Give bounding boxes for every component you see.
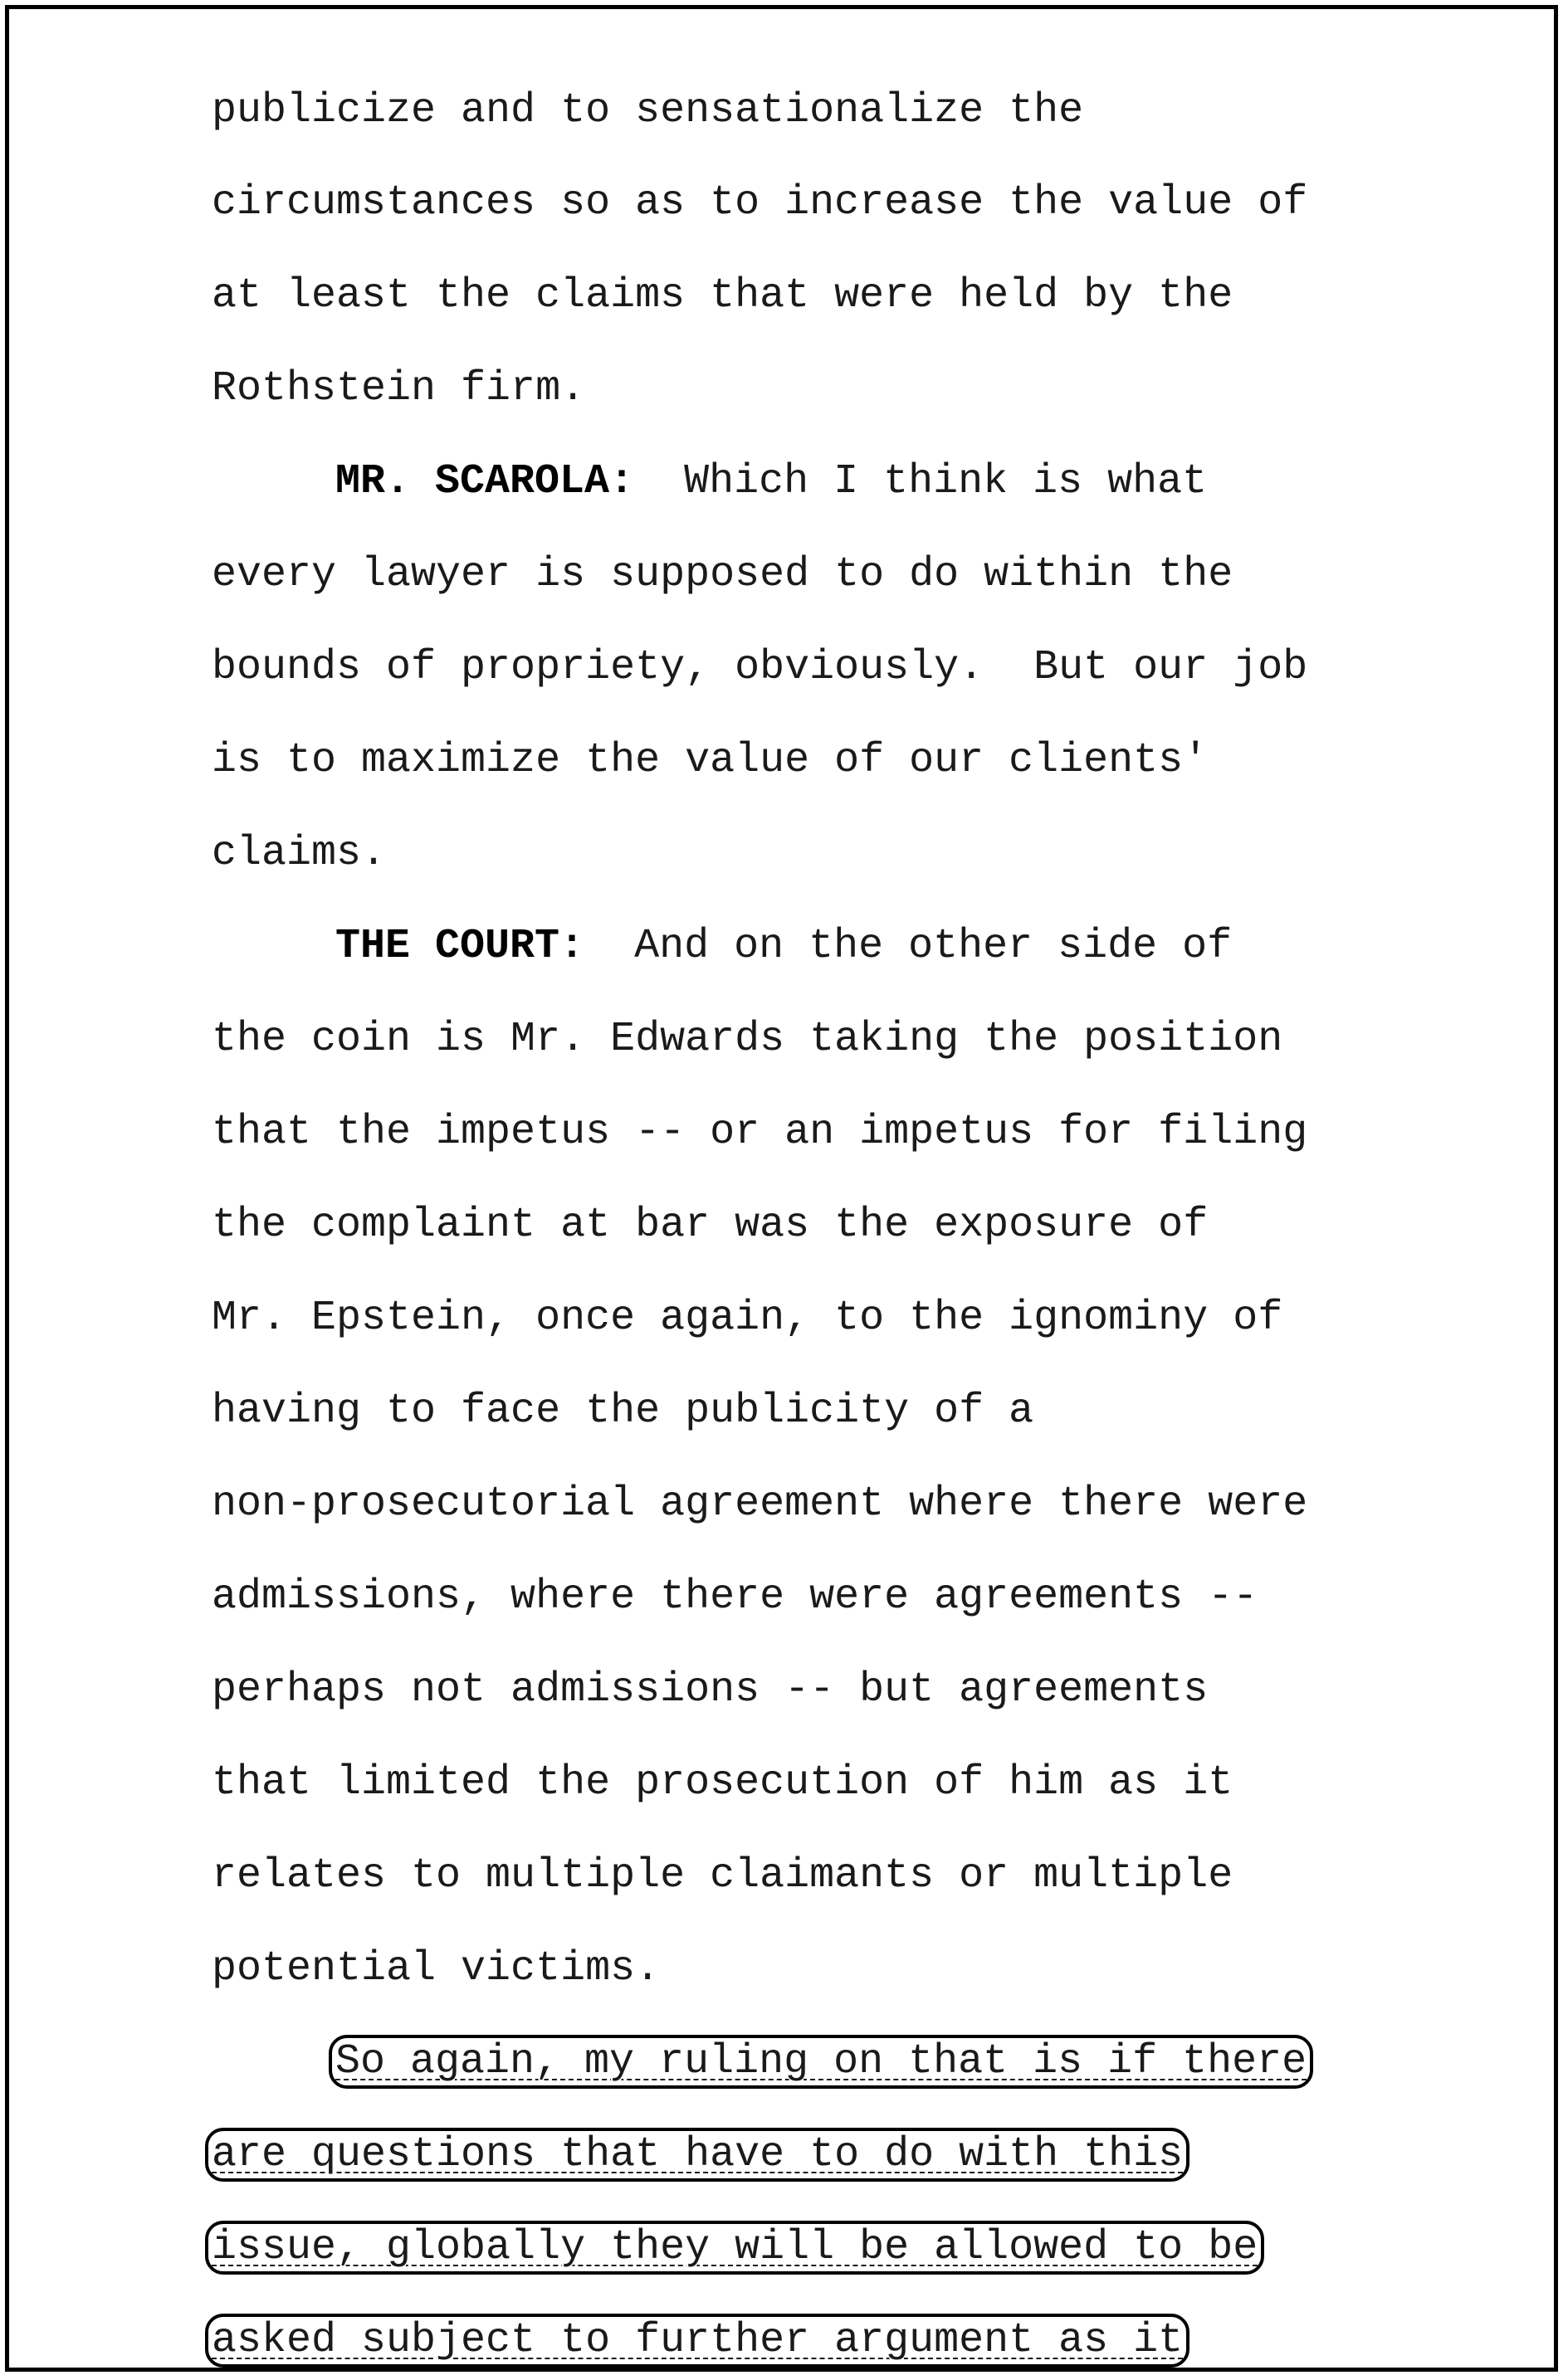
transcript-line: publicize and to sensationalize the	[212, 87, 1084, 134]
transcript-line: the complaint at bar was the exposure of	[212, 1202, 1209, 1249]
highlighted-line	[212, 2130, 1189, 2180]
transcript-line: at least the claims that were held by the	[212, 272, 1233, 319]
speaker-label: MR. SCAROLA:	[335, 458, 635, 505]
transcript-line: claims.	[212, 830, 387, 877]
transcript-body	[9, 9, 1554, 2368]
highlighted-line	[212, 2316, 1189, 2366]
transcript-line: that the impetus -- or an impetus for filing	[212, 1109, 1308, 1156]
page-frame	[5, 5, 1558, 2372]
transcript-line: having to face the publicity of a	[212, 1388, 1034, 1435]
transcript-line: admissions, where there were agreements --	[212, 1573, 1258, 1621]
transcript-line: that limited the prosecution of him as it	[212, 1759, 1233, 1807]
transcript-line: is to maximize the value of our clients'	[212, 737, 1209, 784]
transcript-line: Rothstein firm.	[212, 365, 586, 412]
speaker-line-the-court: THE COURT: And on the other side of	[335, 923, 1233, 970]
transcript-line: Mr. Epstein, once again, to the ignominy of	[212, 1295, 1283, 1342]
transcript-line: the coin is Mr. Edwards taking the position	[212, 1016, 1283, 1063]
highlight-box: asked subject to further argument as it	[205, 2314, 1189, 2368]
highlighted-line	[212, 2223, 1264, 2273]
highlight-box: are questions that have to do with this	[205, 2128, 1189, 2182]
transcript-line: relates to multiple claimants or multiple	[212, 1852, 1233, 1900]
transcript-line: circumstances so as to increase the value of	[212, 179, 1308, 227]
highlighted-line	[335, 2037, 1313, 2087]
transcript-line: non-prosecutorial agreement where there were	[212, 1480, 1308, 1528]
transcript-line: potential victims.	[212, 1945, 661, 1992]
transcript-line: bounds of propriety, obviously. But our job	[212, 644, 1308, 691]
highlight-box: So again, my ruling on that is if there	[329, 2035, 1313, 2089]
transcript-line: perhaps not admissions -- but agreements	[212, 1666, 1209, 1714]
speaker-line-mr-scarola: MR. SCAROLA: Which I think is what	[335, 458, 1208, 505]
transcript-line: every lawyer is supposed to do within the	[212, 551, 1233, 598]
highlight-box: issue, globally they will be allowed to be	[205, 2221, 1264, 2275]
speaker-label: THE COURT:	[335, 923, 585, 970]
